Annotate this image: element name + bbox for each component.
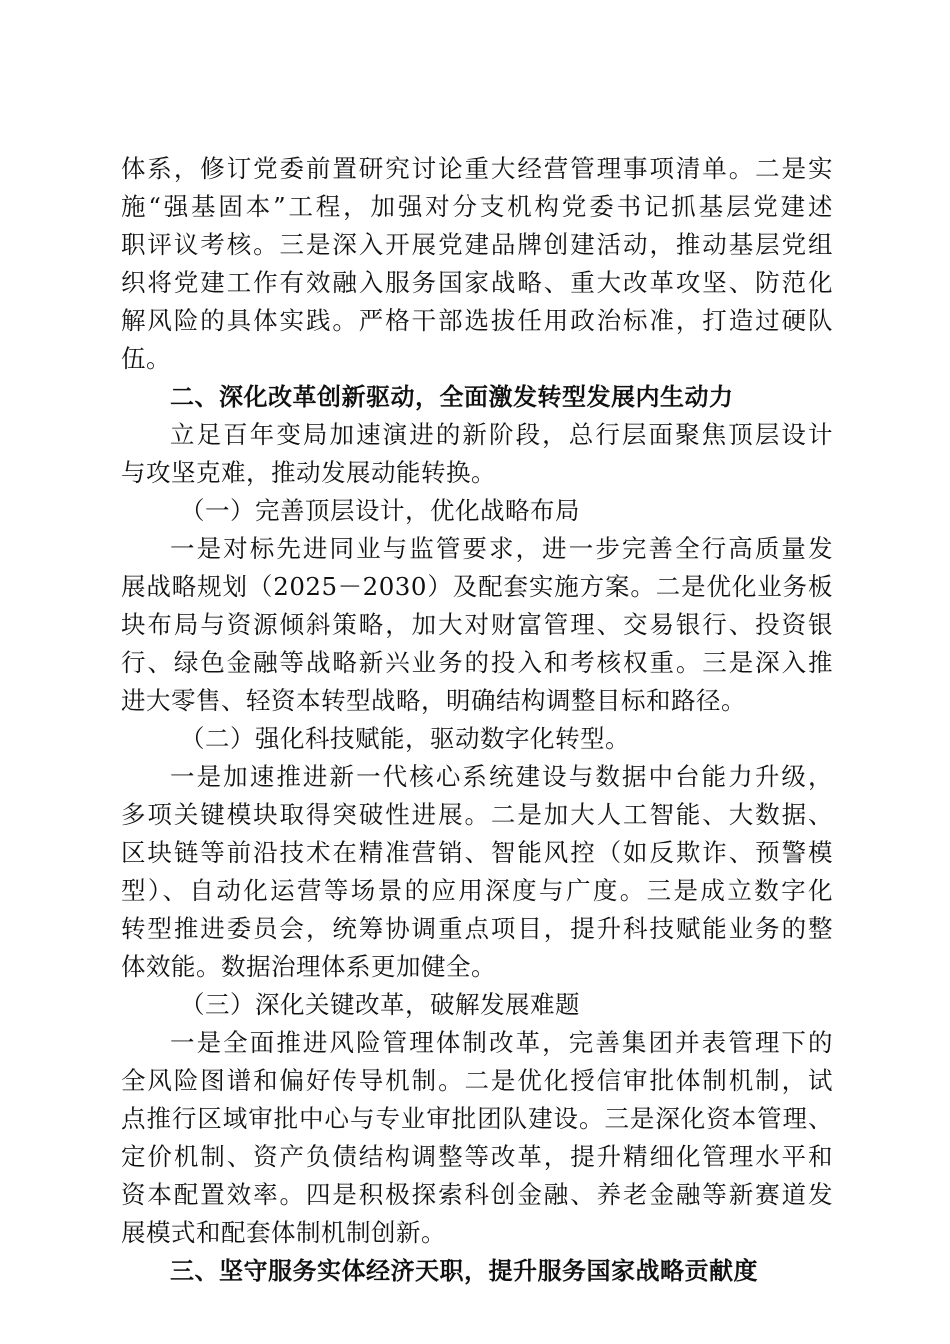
body-text-line: 织将党建工作有效融入服务国家战略、重大改革攻坚、防范化 (121, 268, 833, 297)
body-text-line: 进大零售、轻资本转型战略，明确结构调整目标和路径。 (121, 686, 746, 715)
section-heading: 二、深化改革创新驱动，全面激发转型发展内生动力 (170, 383, 734, 411)
body-text-line: 一是全面推进风险管理体制改革，完善集团并表管理下的 (170, 1028, 833, 1057)
body-text-line: 资本配置效率。四是积极探索科创金融、养老金融等新赛道发 (121, 1180, 833, 1209)
body-text-line: 定价机制、资产负债结构调整等改革，提升精细化管理水平和 (121, 1142, 833, 1171)
subsection-heading: （二）强化科技赋能，驱动数字化转型。 (180, 724, 630, 753)
body-text-line: 一是加速推进新一代核心系统建设与数据中台能力升级， (170, 762, 833, 791)
body-text-line: 施“强基固本”工程，加强对分支机构党委书记抓基层党建述 (121, 192, 833, 221)
body-text-line: 展战略规划（2025－2030）及配套实施方案。二是优化业务板 (121, 572, 833, 601)
body-text-line: 型）、自动化运营等场景的应用深度与广度。三是成立数字化 (121, 876, 833, 905)
body-text-line: 全风险图谱和偏好传导机制。二是优化授信审批体制机制，试 (121, 1066, 833, 1095)
body-text-line: 职评议考核。三是深入开展党建品牌创建活动，推动基层党组 (121, 230, 833, 259)
body-text-line: 展模式和配套体制机制创新。 (121, 1218, 446, 1247)
body-text-line: 行、绿色金融等战略新兴业务的投入和考核权重。三是深入推 (121, 648, 833, 677)
body-text-line: 体系，修订党委前置研究讨论重大经营管理事项清单。二是实 (121, 154, 833, 183)
document-body (121, 150, 833, 1290)
body-text-line: 一是对标先进同业与监管要求，进一步完善全行高质量发 (170, 534, 833, 563)
section-heading: 三、坚守服务实体经济天职，提升服务国家战略贡献度 (170, 1257, 758, 1285)
body-text-line: 伍。 (121, 344, 171, 373)
body-text-line: 立足百年变局加速演进的新阶段，总行层面聚焦顶层设计 (170, 420, 833, 449)
body-text-line: 解风险的具体实践。严格干部选拔任用政治标准，打造过硬队 (121, 306, 833, 335)
body-text-line: 点推行区域审批中心与专业审批团队建设。三是深化资本管理、 (121, 1104, 833, 1133)
body-text-line: 区块链等前沿技术在精准营销、智能风控（如反欺诈、预警模 (121, 838, 833, 867)
subsection-heading: （一）完善顶层设计，优化战略布局 (180, 496, 580, 525)
body-text-line: 块布局与资源倾斜策略，加大对财富管理、交易银行、投资银 (121, 610, 833, 639)
subsection-heading: （三）深化关键改革，破解发展难题 (180, 990, 580, 1019)
body-text-line: 与攻坚克难，推动发展动能转换。 (121, 458, 496, 487)
body-text-line: 多项关键模块取得突破性进展。二是加大人工智能、大数据、 (121, 800, 833, 829)
body-text-line: 转型推进委员会，统筹协调重点项目，提升科技赋能业务的整 (121, 914, 833, 943)
body-text-line: 体效能。数据治理体系更加健全。 (121, 952, 496, 981)
